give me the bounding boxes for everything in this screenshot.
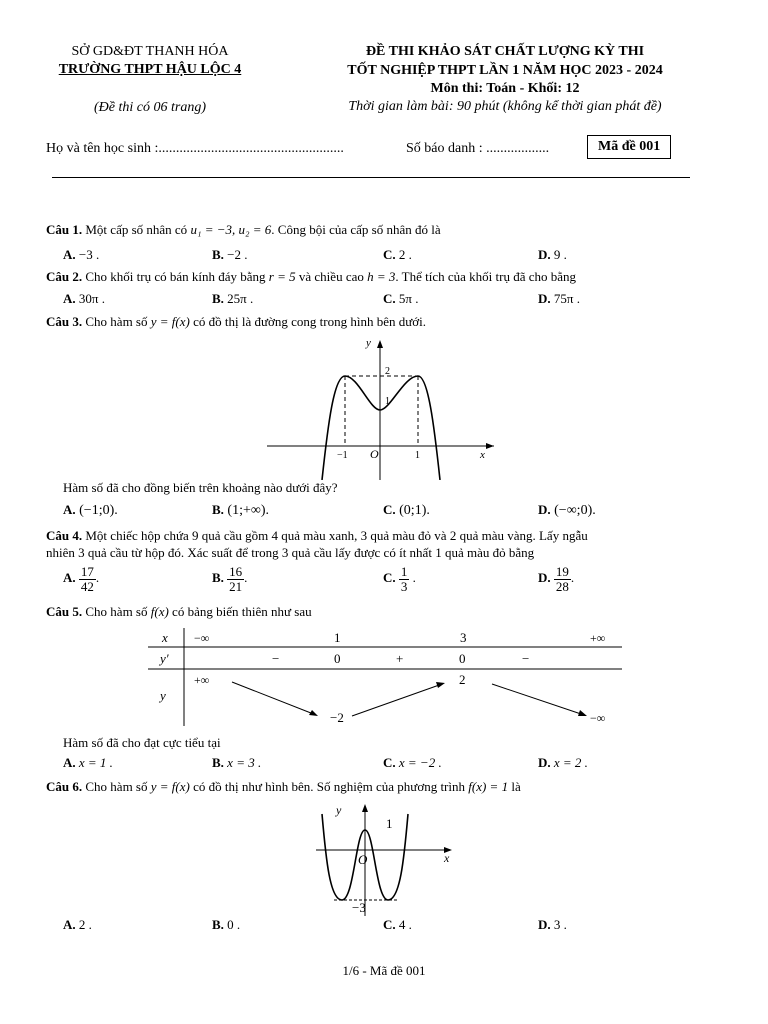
yprime-value: 0 xyxy=(334,651,341,666)
question-text: có đồ thị như hình bên. Số nghiệm của phương trình xyxy=(193,779,466,794)
x-value: 1 xyxy=(334,630,341,645)
y-label: y xyxy=(336,803,342,817)
x-row-label: x xyxy=(162,630,168,645)
question-6 xyxy=(46,779,521,795)
question-text: và chiều cao xyxy=(298,269,364,284)
function-curve xyxy=(322,376,440,480)
question-text: . Công bội của cấp số nhân đó là xyxy=(271,222,441,237)
question-label: Câu 4. xyxy=(46,528,83,543)
yprime-value: 0 xyxy=(459,651,466,666)
yprime-sign: − xyxy=(522,651,530,666)
q3-option-b[interactable]: B. (1;+∞). xyxy=(212,502,270,518)
y-row-label: y xyxy=(160,688,166,703)
q4-option-c[interactable]: C. $\frac{1}{3}$ . xyxy=(383,564,416,594)
q5-follow-up: Hàm số đã cho đạt cực tiểu tại xyxy=(63,735,221,750)
question-text: Một cấp số nhân có xyxy=(85,222,188,237)
increase-arrow xyxy=(352,684,442,716)
math-expression: y = f(x) xyxy=(150,779,190,794)
math-expression: h = 3 xyxy=(367,269,396,284)
arrow-head xyxy=(578,710,587,716)
question-4-line2: nhiên 3 quả cầu từ hộp đó. Xác suất để trong 3 quả cầu lấy được có ít nhất 1 quả màu đỏ bằng xyxy=(46,545,535,560)
y-axis-arrow xyxy=(377,340,383,348)
math-expression: f(x) xyxy=(150,604,169,619)
student-name-field: Họ và tên học sinh :..................................................... xyxy=(46,141,344,156)
question-text: là xyxy=(511,779,521,794)
q1-option-d[interactable]: D. 9 . xyxy=(538,247,567,262)
question-1 xyxy=(46,222,441,238)
tick-label: 2 xyxy=(385,366,390,377)
q4-option-a[interactable]: A. $\frac{17}{42}$ . xyxy=(63,564,100,594)
q3-option-a[interactable]: A. (−1;0). xyxy=(63,502,118,518)
x-label: x xyxy=(444,851,450,865)
exam-time: Thời gian làm bài: 90 phút (không kể thời gian phát đề) xyxy=(348,99,662,114)
tick-label: 1 xyxy=(386,816,393,831)
q6-option-d[interactable]: D. 3 . xyxy=(538,917,567,932)
variation-table xyxy=(148,626,626,728)
question-label: Câu 3. xyxy=(46,314,83,329)
y-axis-arrow xyxy=(362,804,368,812)
math-expression: f(x) = 1 xyxy=(468,779,509,794)
q2-option-b[interactable]: B. 25π . xyxy=(212,291,254,306)
question-2 xyxy=(46,269,576,285)
q5-option-d[interactable]: D. x = 2 . xyxy=(538,755,588,770)
x-value: 3 xyxy=(460,630,467,645)
question-text: có bảng biến thiên như sau xyxy=(172,604,312,619)
decrease-arrow xyxy=(492,684,584,715)
question-4 xyxy=(46,528,588,544)
y-value: +∞ xyxy=(194,673,210,687)
tick-label: −3 xyxy=(352,900,366,915)
q2-option-d[interactable]: D. 75π . xyxy=(538,291,580,306)
arrow-head xyxy=(436,682,445,688)
tick-label: 1 xyxy=(415,450,420,461)
question-label: Câu 6. xyxy=(46,779,83,794)
math-expression: y = f(x) xyxy=(150,314,190,329)
question-label: Câu 2. xyxy=(46,269,83,284)
exam-subject: Môn thi: Toán - Khối: 12 xyxy=(430,81,580,96)
x-value: −∞ xyxy=(194,631,210,645)
q6-option-a[interactable]: A. 2 . xyxy=(63,917,92,932)
math-expression: r = 5 xyxy=(268,269,296,284)
tick-label: 1 xyxy=(385,396,390,407)
page-footer: 1/6 - Mã đề 001 xyxy=(342,963,426,978)
q6-function-graph xyxy=(312,800,462,916)
question-5 xyxy=(46,604,312,620)
q2-option-c[interactable]: C. 5π . xyxy=(383,291,419,306)
q2-option-a[interactable]: A. 30π . xyxy=(63,291,105,306)
pages-note: (Đề thi có 06 trang) xyxy=(94,100,206,115)
department-name: SỞ GD&ĐT THANH HÓA xyxy=(71,44,229,59)
x-label: x xyxy=(480,449,485,461)
question-text: Một chiếc hộp chứa 9 quả cầu gồm 4 quả màu xanh, 3 quả màu đỏ và 2 quả màu vàng. Lấy ngẫu xyxy=(85,528,588,543)
decrease-arrow xyxy=(232,682,316,715)
q4-option-b[interactable]: B. $\frac{16}{21}$ . xyxy=(212,564,248,594)
origin-label: O xyxy=(370,447,379,461)
q5-option-a[interactable]: A. x = 1 . xyxy=(63,755,113,770)
question-text: Cho hàm số xyxy=(85,779,148,794)
question-text: có đồ thị là đường cong trong hình bên dưới. xyxy=(193,314,427,329)
question-label: Câu 5. xyxy=(46,604,83,619)
x-value: +∞ xyxy=(590,631,606,645)
exam-code-box: Mã đề 001 xyxy=(587,135,671,159)
y-value: −∞ xyxy=(590,711,606,725)
school-name: TRƯỜNG THPT HẬU LỘC 4 xyxy=(58,62,242,77)
q4-option-d[interactable]: D. $\frac{19}{28}$ . xyxy=(538,564,575,594)
origin-label: O xyxy=(358,852,368,867)
question-text: . Thể tích của khối trụ đã cho bằng xyxy=(395,269,577,284)
arrow-head xyxy=(309,710,318,716)
question-text: Cho khối trụ có bán kính đáy bằng xyxy=(85,269,266,284)
q3-follow-up: Hàm số đã cho đồng biến trên khoảng nào dưới đây? xyxy=(63,480,338,495)
y-label: y xyxy=(366,337,371,349)
x-axis-arrow xyxy=(486,443,494,449)
q1-option-c[interactable]: C. 2 . xyxy=(383,247,412,262)
yprime-sign: + xyxy=(396,651,404,666)
y-value: 2 xyxy=(459,672,466,687)
id-number-field: Số báo danh : .................. xyxy=(406,141,550,156)
q1-option-b[interactable]: B. −2 . xyxy=(212,247,248,262)
q5-option-c[interactable]: C. x = −2 . xyxy=(383,755,442,770)
question-label: Câu 1. xyxy=(46,222,83,237)
question-text: Cho hàm số xyxy=(85,314,148,329)
q6-option-c[interactable]: C. 4 . xyxy=(383,917,412,932)
q6-option-b[interactable]: B. 0 . xyxy=(212,917,241,932)
q1-option-a[interactable]: A. −3 . xyxy=(63,247,100,262)
yprime-row-label: y′ xyxy=(160,651,169,666)
header-divider xyxy=(52,177,690,178)
q3-option-d[interactable]: D. (−∞;0). xyxy=(538,502,596,518)
y-value: −2 xyxy=(330,710,344,725)
yprime-sign: − xyxy=(272,651,280,666)
question-text: Cho hàm số xyxy=(85,604,148,619)
tick-label: −1 xyxy=(337,450,348,461)
question-3 xyxy=(46,314,426,330)
exam-title-line2: TỐT NGHIỆP THPT LẦN 1 NĂM HỌC 2023 - 2024 xyxy=(347,63,663,78)
q3-option-c[interactable]: C. (0;1). xyxy=(383,502,430,518)
q3-function-graph xyxy=(262,334,502,480)
math-expression: u₁ = −3, u₂ = 6 xyxy=(190,222,272,237)
q5-option-b[interactable]: B. x = 3 . xyxy=(212,755,262,770)
exam-title-line1: ĐỀ THI KHẢO SÁT CHẤT LƯỢNG KỲ THI xyxy=(365,44,645,59)
